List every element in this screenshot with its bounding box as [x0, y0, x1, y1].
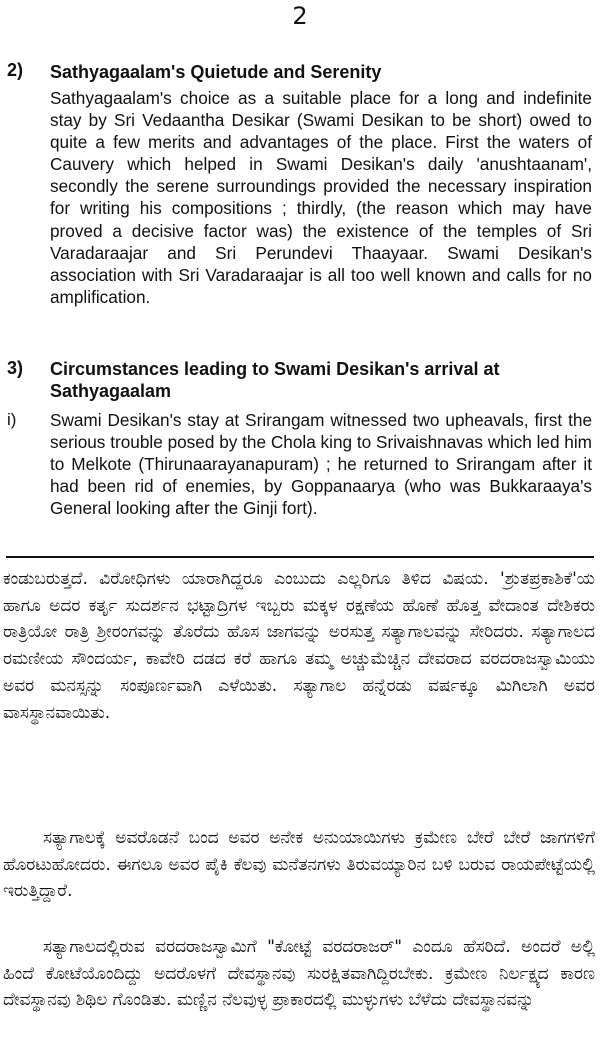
kannada-paragraph-1: ಕಂಡುಬರುತ್ತದೆ. ವಿರೋಧಿಗಳು ಯಾರಾಗಿದ್ದರೂ ಎಂಬುದು ಎಲ್ಲರಿಗೂ ತಿಳಿದ ವಿಷಯ. 'ಶ್ರುತಪ್ರಕಾಶಿಕೆ'ಯ ಹಾಗೂ ಅದರ ಕರ್ತೃ ಸುದರ್ಶನ ಭಟ್ಟಾದ್ರಿಗಳ ಇಬ್ಬರು ಮಕ್ಕಳ ರಕ್ಷಣೆಯ ಹೊಣೆ ಹೊತ್ತ ವೇದಾಂತ ದೇಶಿಕರು ರಾತ್ರಿಯೋ ರಾತ್ರಿ ಶ್ರೀರಂಗವನ್ನು ತೊರೆದು ಹೊಸ ಜಾಗವನ್ನು ಅರಸುತ್ತ ಸತ್ಯಾಗಾಲವನ್ನು ಸೇರಿದರು. ಸತ್ಯಾಗಾಲದ ರಮಣೀಯ ಸೌಂದರ್ಯ, ಕಾವೇರಿ ದಡದ ಕರೆ ಹಾಗೂ ತಮ್ಮ ಅಚ್ಚುಮೆಚ್ಚಿನ ದೇವರಾದ ವರದರಾಜಸ್ವಾಮಿಯು ಅವರ ಮನಸ್ಸನ್ನು ಸಂಪೂರ್ಣವಾಗಿ ಎಳೆಯಿತು. ಸತ್ಯಾಗಾಲ ಹನ್ನೆರಡು ವರ್ಷಕ್ಕೂ ಮಿಗಿಲಾಗಿ ಅವರ ವಾಸಸ್ಥಾನವಾಯಿತು. — [3, 569, 595, 723]
footnote-divider — [6, 556, 594, 558]
kannada-paragraph-2: ಸತ್ಯಾಗಾಲಕ್ಕೆ ಅವರೊಡನೆ ಬಂದ ಅವರ ಅನೇಕ ಅನುಯಾಯಿಗಳು ಕ್ರಮೇಣ ಬೇರೆ ಬೇರೆ ಜಾಗಗಳಿಗೆ ಹೊರಟುಹೋದರು. ಈಗಲೂ ಅವರ ಪೈಕಿ ಕೆಲವು ಮನೆತನಗಳು ತಿರುವಯ್ಯಾರಿನ ಬಳಿ ಬರುವ ರಾಯಪೇಟ್ಟೆಯಲ್ಲಿ ಇರುತ್ತಿದ್ದಾರೆ. — [3, 828, 595, 902]
kannada-paragraph-3: ಸತ್ಯಾಗಾಲದಲ್ಲಿರುವ ವರದರಾಜಸ್ವಾಮಿಗೆ "ಕೋಟ್ಟೆ ವರದರಾಜರ್" ಎಂದೂ ಹೆಸರಿದೆ. ಅಂದರೆ ಅಲ್ಲಿ ಹಿಂದೆ ಕೋಟೆಯೊಂದಿದ್ದು ಅದರೊಳಗೆ ದೇವಸ್ಥಾನವು ಸುರಕ್ಷಿತವಾಗಿದ್ದಿರಬೇಕು. ಕ್ರಮೇಣ ನಿರ್ಲಕ್ಷ್ಯದ ಕಾರಣ ದೇವಸ್ಥಾನವು ಶಿಥಿಲ ಗೊಂಡಿತು. ಮಣ್ಣಿನ ನೆಲವುಳ್ಳ ಪ್ರಾಕಾರದಲ್ಲಿ ಮುಳ್ಳುಗಳು ಬೆಳೆದು ದೇವಸ್ಥಾನವನ್ನು — [3, 937, 595, 1011]
section-2-number: 2) — [7, 60, 24, 80]
page-number: 2 — [292, 2, 308, 30]
section-2-title: Sathyagaalam's Quietude and Serenity — [50, 62, 382, 82]
section-3-item-body: Swami Desikan's stay at Srirangam witnessed two upheavals, first the serious trouble posed by the Chola king to Srivaishnavas which led him to Melkote (Thirunaarayanapuram) ; he returned to Srirangam after it had been rid of enemies, by Goppanaarya (who was Bukkaraaya's General looking after the Ginji fort). — [50, 410, 592, 519]
section-2-body: Sathyagaalam's choice as a suitable place for a long and indefinite stay by Sri Vedaantha Desikar (Swami Desikan to be short) owed to quite a few merits and advantages of the place. First the waters of Cauvery which helped in Swami Desikan's daily 'anushtaanam', secondly the serene surroundings provided the necessary inspiration for writing his compositions ; thirdly, (the reason which may have proved a decisive factor was) the existence of the temples of Sri Varadaraajar and Sri Perundevi Thaayaar. Swami Desikan's association with Sri Varadaraajar is all too well known and calls for no amplification. — [50, 88, 592, 307]
section-3-number: 3) — [7, 358, 24, 378]
section-3-item-number: i) — [7, 410, 17, 429]
section-3-title: Circumstances leading to Swami Desikan's arrival at Sathyagaalam — [50, 359, 500, 401]
